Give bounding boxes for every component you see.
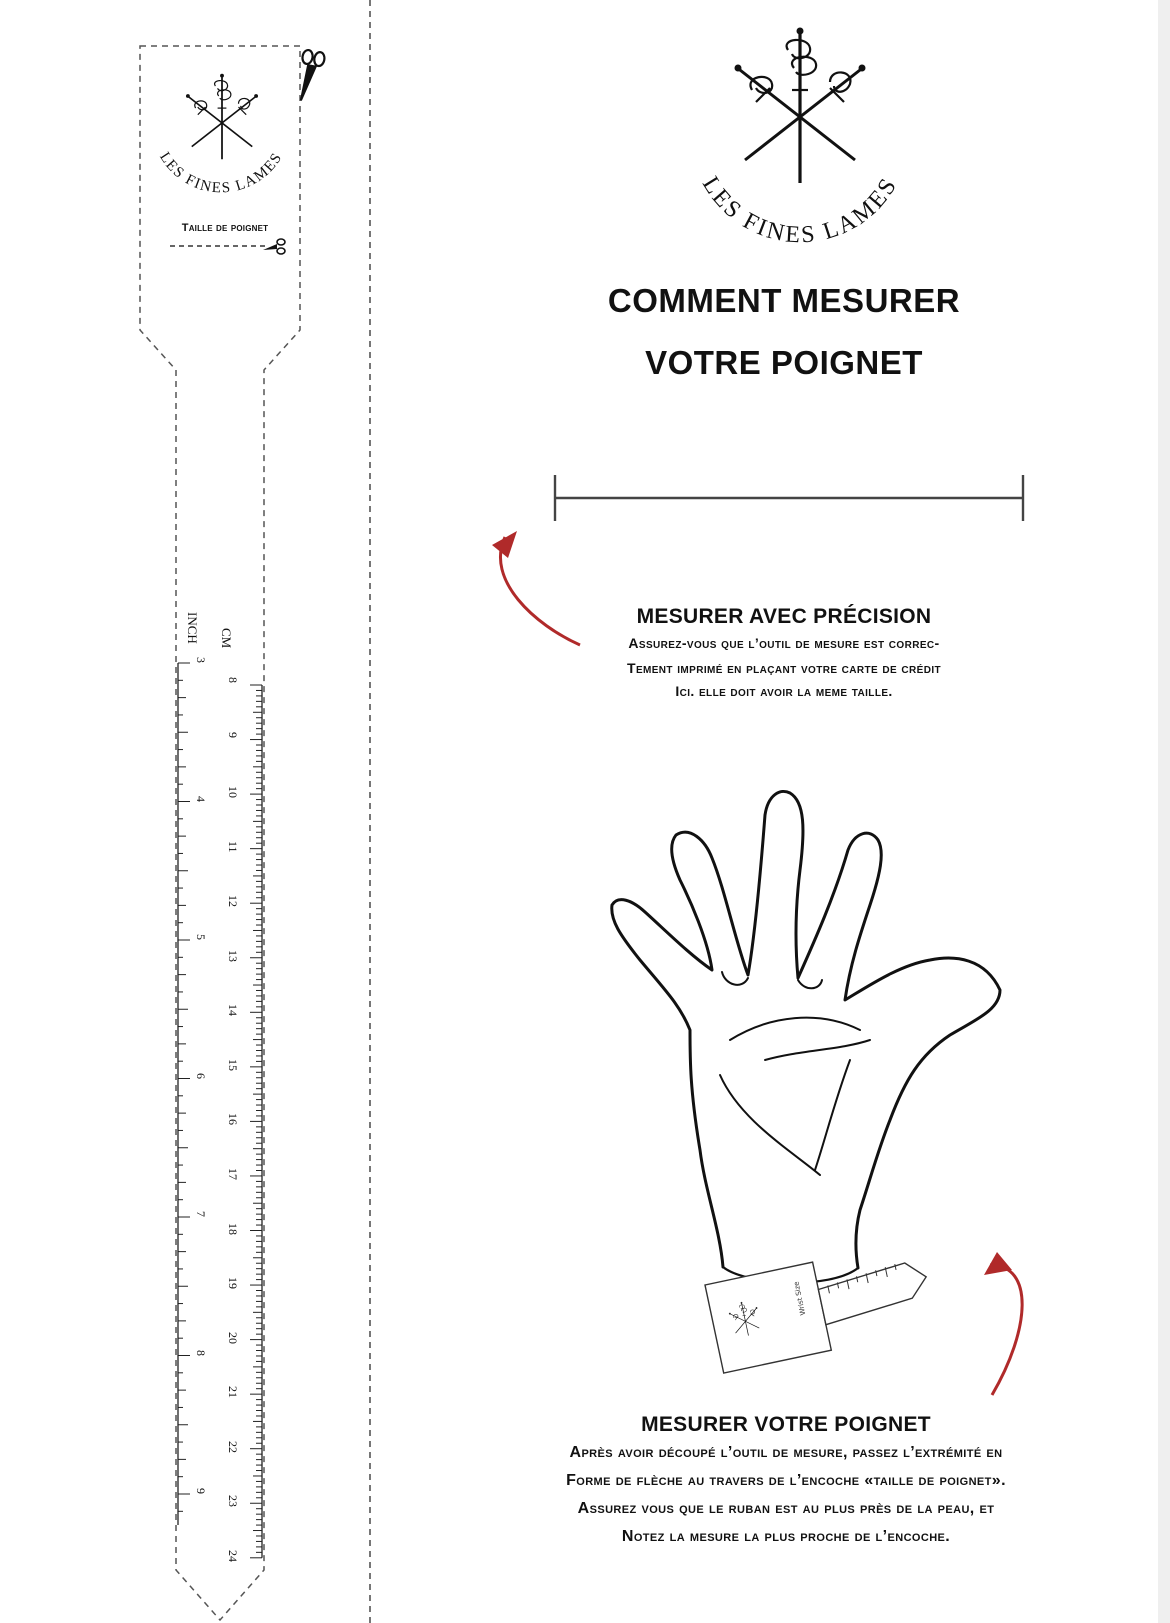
cm-tick-label: 23 [226, 1495, 240, 1508]
precision-line1: Assurez-vous que l’outil de mesure est correc- [628, 635, 940, 651]
inch-tick-label: 5 [194, 934, 208, 940]
measure-title: MESURER VOTRE POIGNET [641, 1413, 931, 1436]
precision-line3: Ici. elle doit avoir la meme taille. [675, 683, 893, 699]
inch-tick-label: 6 [194, 1072, 208, 1079]
cm-tick-label: 11 [226, 840, 240, 853]
unit-inch-label: INCH [185, 612, 200, 644]
tool-logo-icon [186, 74, 258, 160]
cm-tick-label: 24 [226, 1549, 240, 1562]
precision-line2: Tement imprimé en plaçant votre carte de crédit [626, 660, 942, 676]
inch-tick-label: 7 [194, 1211, 208, 1217]
brand-logo-icon [735, 28, 866, 184]
cm-tick-label: 14 [226, 1004, 240, 1017]
ruler [178, 663, 262, 1558]
measure-line1: Après avoir découpé l’outil de mesure, passez l’extrémité en [569, 1444, 1003, 1461]
precision-title: MESURER AVEC PRÉCISION [636, 605, 932, 628]
unit-cm-label: CM [219, 628, 234, 649]
inch-tick-label: 9 [194, 1488, 208, 1494]
arrow-icon-precision [492, 531, 580, 645]
measure-line4: Notez la mesure la plus proche de l’encoche. [621, 1528, 951, 1545]
tool-outline [140, 46, 300, 1620]
cm-tick-label: 18 [226, 1222, 240, 1235]
cm-tick-label: 21 [226, 1386, 240, 1399]
inch-tick-label: 8 [194, 1349, 208, 1356]
cm-tick-label: 9 [226, 731, 240, 738]
cm-tick-label: 8 [226, 677, 240, 683]
notch-scissors-icon [263, 239, 285, 254]
measure-line3: Assurez vous que le ruban est au plus près de la peau, et [577, 1500, 995, 1517]
wrist-tag-illustration [705, 1240, 937, 1373]
cm-tick-label: 22 [226, 1440, 240, 1453]
cm-tick-label: 20 [226, 1331, 240, 1344]
page-title-line2: VOTRE POIGNET [645, 344, 923, 381]
measure-line2: Forme de flèche au travers de l’encoche «taille de poignet». [566, 1472, 1006, 1489]
cm-tick-label: 10 [226, 786, 240, 799]
inch-tick-label: 3 [194, 657, 208, 663]
arrow-icon-wrist [984, 1252, 1022, 1395]
brand-name-arc: LES FINES LAMES [696, 172, 904, 249]
cm-tick-label: 17 [226, 1167, 240, 1180]
page-title-line1: COMMENT MESURER [607, 282, 961, 319]
notch-label: Taille de poignet [181, 222, 269, 234]
cm-tick-label: 19 [226, 1277, 240, 1290]
tool-brand-arc: LES FINES LAMES [156, 149, 286, 197]
svg-text:Wrist Size: Wrist Size [792, 1280, 808, 1317]
cm-tick-label: 12 [226, 895, 240, 908]
hand-illustration [612, 791, 1000, 1282]
cm-tick-label: 13 [226, 949, 240, 962]
inch-tick-label: 4 [194, 795, 208, 802]
cm-tick-label: 16 [226, 1113, 240, 1126]
cm-tick-label: 15 [226, 1058, 240, 1071]
card-width-bar [555, 475, 1023, 521]
